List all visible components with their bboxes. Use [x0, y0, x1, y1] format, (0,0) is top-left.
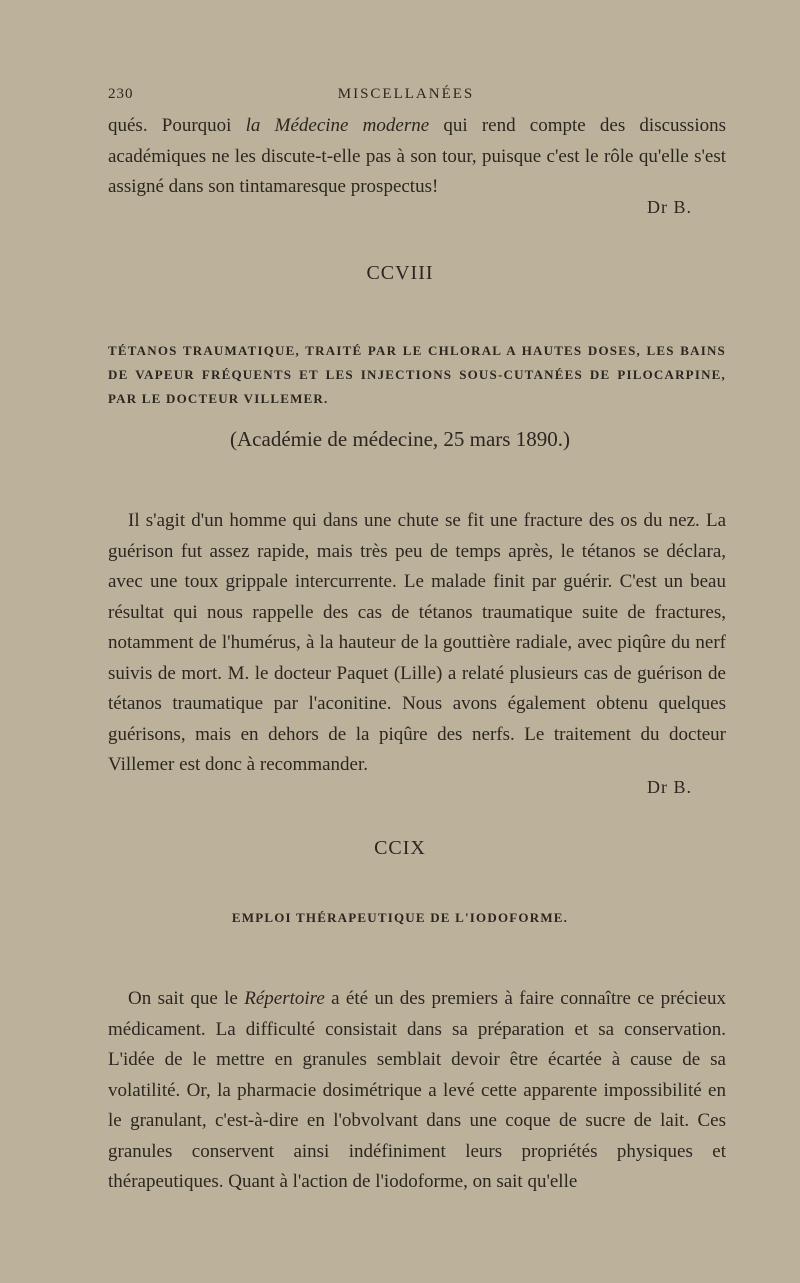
continued-paragraph: qués. Pourquoi la Médecine moderne qui rend compte des discussions académiques ne les discute-t-elle pas à son tour, puisque c'est le rôle qu'elle s'est assigné dans son tintamaresque prospectus!	[108, 115, 727, 197]
article-number: CCIX	[374, 837, 426, 859]
article-number: CCVIII	[366, 262, 434, 284]
running-title: MISCELLANÉES	[337, 86, 475, 102]
signature: Dr B.	[647, 197, 692, 217]
signature: Dr B.	[647, 777, 692, 797]
article-source: (Académie de médecine, 25 mars 1890.)	[230, 427, 570, 451]
article-title: TÉTANOS TRAUMATIQUE, TRAITÉ PAR LE CHLORAL A HAUTES DOSES, LES BAINS DE VAPEUR FRÉQUENTS ET LES INJECTIONS SOUS-CUTANÉES DE PILOCARPINE, PAR LE DOCTEUR VILLEMER.	[108, 343, 726, 406]
article-paragraph: On sait que le Répertoire a été un des premiers à faire connaître ce précieux médicament. La difficulté consistait dans sa préparation et sa conservation. L'idée de le mettre en granules semblait devoir être écartée à cause de sa volatilité. Or, la pharmacie dosimétrique a levé cette apparente impossibilité en le granulant, c'est-à-dire en l'obvolvant dans une coque de sucre de lait. Ces granules conservent ainsi indéfiniment leurs propriétés physiques et thérapeutiques. Quant à l'action de l'iodoforme, on sait qu'elle	[108, 988, 726, 1192]
page-header	[108, 86, 704, 106]
page-number: 230	[108, 86, 134, 102]
article-paragraph: Il s'agit d'un homme qui dans une chute se fit une fracture des os du nez. La guérison fut assez rapide, mais très peu de temps après, le tétanos se déclara, avec une toux grippale intercurrente. Le malade finit par guérir. C'est un beau résultat qui nous rappelle des cas de tétanos traumatique suite de fractures, notamment de l'humérus, à la hauteur de la gouttière radiale, avec piqûre du nerf suivis de mort. M. le docteur Paquet (Lille) a relaté plusieurs cas de guérison de tétanos traumatique par l'aconitine. Nous avons également obtenu quelques guérisons, mais en dehors de la piqûre des nerfs. Le traitement du docteur Villemer est donc à recommander.	[108, 510, 726, 775]
article-title: EMPLOI THÉRAPEUTIQUE DE L'IODOFORME.	[231, 910, 569, 925]
